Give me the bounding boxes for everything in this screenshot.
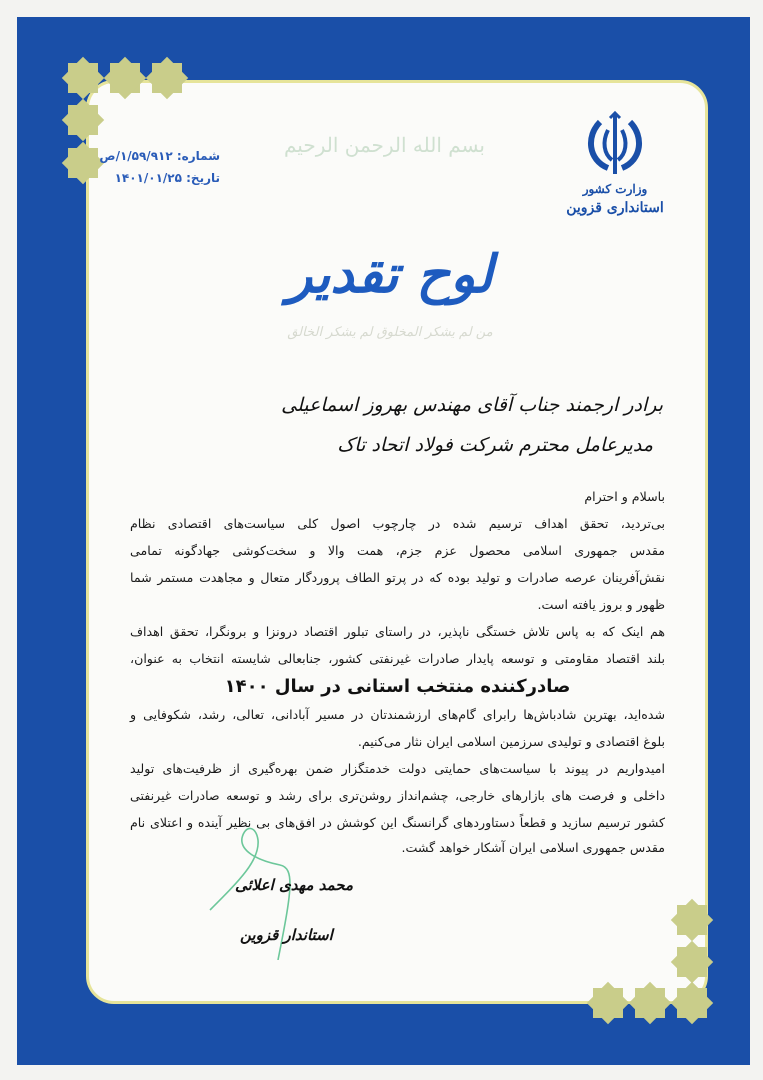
bismillah-calligraphy: بسم الله الرحمن الرحیم <box>283 133 485 157</box>
recipient-line-1: برادر ارجمند جناب آقای مهندس بهروز اسماعیلی <box>281 394 663 416</box>
body-line: کشور ترسیم سازید و قطعاً دستاوردهای گرانسنگ این کوشش در افق‌های بی نظیر آینده و اعتلای نام <box>130 815 665 830</box>
body-line: بی‌تردید، تحقق اهداف ترسیم شده در چارچوب اصول کلی سیاست‌های اقتصادی نظام <box>130 516 665 531</box>
body-line: مقدس جمهوری اسلامی محصول عزم جزم، همت والا و سخت‌کوشی جهادگونه تمامی <box>130 543 665 558</box>
ornament-star <box>68 105 98 135</box>
award-heading: صادرکننده منتخب استانی در سال ۱۴۰۰ <box>224 676 571 697</box>
body-line: ظهور و بروز یافته است. <box>537 597 665 612</box>
body-line: مقدس جمهوری اسلامی ایران آشکار خواهد گشت. <box>401 840 665 855</box>
body-line: امیدواریم در پیوند با سیاست‌های حمایتی دولت خدمتگزار ضمن بهره‌گیری از ظرفیت‌های تولید <box>130 761 665 776</box>
iran-emblem-icon <box>580 110 650 180</box>
body-line: شده‌اید، بهترین شادباش‌ها رابرای گام‌های ارزشمندتان در مسیر آبادانی، تعالی، رشد، شکوفایی و <box>130 707 665 722</box>
recipient-line-2: مدیرعامل محترم شرکت فولاد اتحاد تاک <box>337 434 653 456</box>
greeting: باسلام و احترام <box>584 489 665 504</box>
motto-watermark: من لم یشکر المخلوق لم یشکر الخالق <box>287 325 493 340</box>
ministry-logo <box>550 110 680 218</box>
ministry-name: وزارت کشور <box>582 182 648 196</box>
ornament-star <box>677 988 707 1018</box>
body-line: نقش‌آفرینان عرصه صادرات و تولید بوده که در پرتو الطاف پروردگار متعال و مجاهدت مستمر شما <box>130 570 665 585</box>
ornament-star <box>635 988 665 1018</box>
ornament-star <box>68 63 98 93</box>
body-line: داخلی و فرصت های بازارهای خارجی، چشم‌انداز روشن‌تری برای رشد و توسعه صادرات غیرنفتی <box>130 788 665 803</box>
reference-date: تاریخ: ۱۴۰۱/۰۱/۲۵ <box>114 171 220 185</box>
signatory-name: محمد مهدی اعلائی <box>235 876 354 894</box>
ornament-star <box>593 988 623 1018</box>
ornament-star <box>152 63 182 93</box>
certificate-title: لوح تقدیر <box>287 244 493 305</box>
ornament-star <box>677 905 707 935</box>
signatory-position: استاندار قزوین <box>240 926 333 944</box>
certificate-panel <box>86 80 708 1004</box>
body-line: بلوغ اقتصادی و تولیدی سرزمین اسلامی ایران نثار می‌کنیم. <box>357 734 665 749</box>
reference-number: شماره: ۱/۵۹/۹۱۲/ص <box>99 149 220 163</box>
ornament-star <box>110 63 140 93</box>
ornament-star <box>677 947 707 977</box>
office-name: استانداری قزوین <box>566 200 664 216</box>
body-line: هم اینک که به پاس تلاش خستگی ناپذیر، در راستای تبلور اقتصاد درونزا و برونگرا، تحقق اهداف <box>130 624 665 639</box>
body-line: بلند اقتصاد مقاومتی و توسعه پایدار صادرات غیرنفتی کشور، جنابعالی شایسته انتخاب به عنوان، <box>130 651 665 666</box>
